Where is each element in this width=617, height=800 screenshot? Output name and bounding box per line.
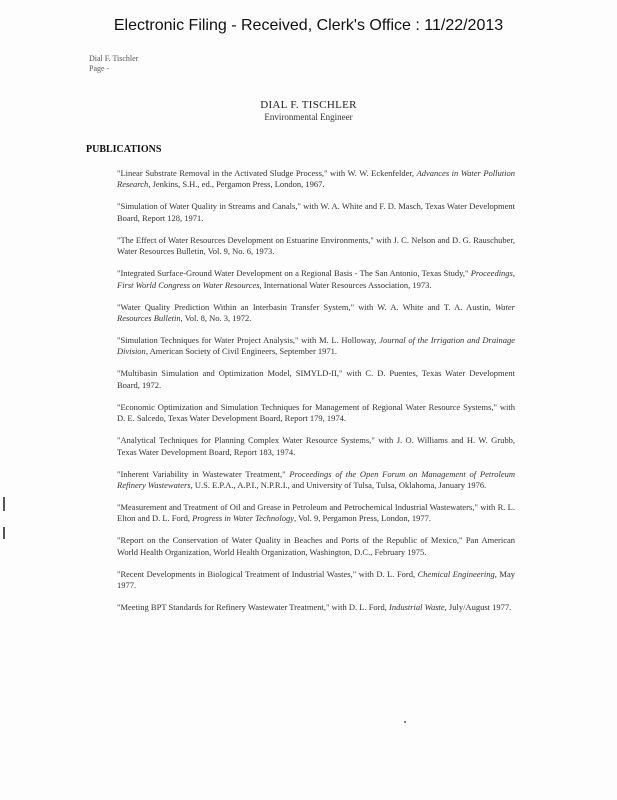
- publication-item: "Simulation Techniques for Water Project Analysis," with M. L. Holloway, Journal of the Irrigation and Drainage Division, American Society of Civil Engineers, September 1971.: [117, 335, 515, 357]
- publications-list: [117, 168, 515, 624]
- filing-stamp: Electronic Filing - Received, Clerk's Office : 11/22/2013: [113, 17, 504, 34]
- running-header-name: Dial F. Tischler: [89, 54, 139, 63]
- resume-name: DIAL F. TISCHLER: [260, 99, 357, 111]
- publication-item: "Integrated Surface-Ground Water Development on a Regional Basis - The San Antonio, Texas Study," Proceedings, First World Congress on Water Resources, International Water Resources Association, 1973.: [117, 268, 515, 290]
- publication-item: "Measurement and Treatment of Oil and Grease in Petroleum and Petrochemical Industrial Wastewaters," with R. L. Elton and D. L. Ford, Progress in Water Technology, Vol. 9, Pergamon Press, London, 1977.: [117, 502, 515, 524]
- scan-mark: [3, 527, 5, 539]
- publication-item: "Report on the Conservation of Water Quality in Beaches and Ports of the Republic of Mexico," Pan American World Health Organization, World Health Organization, Washington, D.C., February 1975.: [117, 535, 515, 557]
- scan-speck: [404, 721, 406, 723]
- resume-role: Environmental Engineer: [264, 112, 353, 122]
- publication-item: "Linear Substrate Removal in the Activated Sludge Process," with W. W. Eckenfelder, Advances in Water Pollution Research, Jenkins, S.H., ed., Pergamon Press, London, 1967.: [117, 168, 515, 190]
- publication-item: "Simulation of Water Quality in Streams and Canals," with W. A. White and F. D. Masch, Texas Water Development Board, Report 128, 1971.: [117, 201, 515, 223]
- publication-item: "Economic Optimization and Simulation Techniques for Management of Regional Water Resource Systems," with D. E. Salcedo, Texas Water Development Board, Report 179, 1974.: [117, 401, 515, 424]
- publication-item: "The Effect of Water Resources Development on Estuarine Environments," with J. C. Nelson and D. G. Rauschuber, Water Resources Bulletin, Vol. 9, No. 6, 1973.: [117, 234, 515, 257]
- section-title: PUBLICATIONS: [86, 144, 162, 155]
- publication-item: "Inherent Variability in Wastewater Treatment," Proceedings of the Open Forum on Management of Petroleum Refinery Wastewaters, U.S. E.P.A., A.P.I., N.P.R.I., and University of Tulsa, Tulsa, Oklahoma, January 1976.: [117, 468, 515, 491]
- publication-item: "Recent Developments in Biological Treatment of Industrial Wastes," with D. L. Ford, Chemical Engineering, May 1977.: [117, 568, 515, 591]
- publication-item: "Analytical Techniques for Planning Complex Water Resource Systems," with J. O. Williams and H. W. Grubb, Texas Water Development Board, Report 183, 1974.: [117, 435, 515, 457]
- running-header-page: Page -: [89, 64, 110, 73]
- publication-item: "Meeting BPT Standards for Refinery Wastewater Treatment," with D. L. Ford, Industrial Waste, July/August 1977.: [117, 602, 512, 613]
- publication-item: "Multibasin Simulation and Optimization Model, SIMYLD-II," with C. D. Puentes, Texas Water Development Board, 1972.: [117, 368, 515, 390]
- publication-item: "Water Quality Prediction Within an Interbasin Transfer System," with W. A. White and T. A. Austin, Water Resources Bulletin, Vol. 8, No. 3, 1972.: [117, 301, 515, 324]
- scan-mark: [3, 497, 5, 511]
